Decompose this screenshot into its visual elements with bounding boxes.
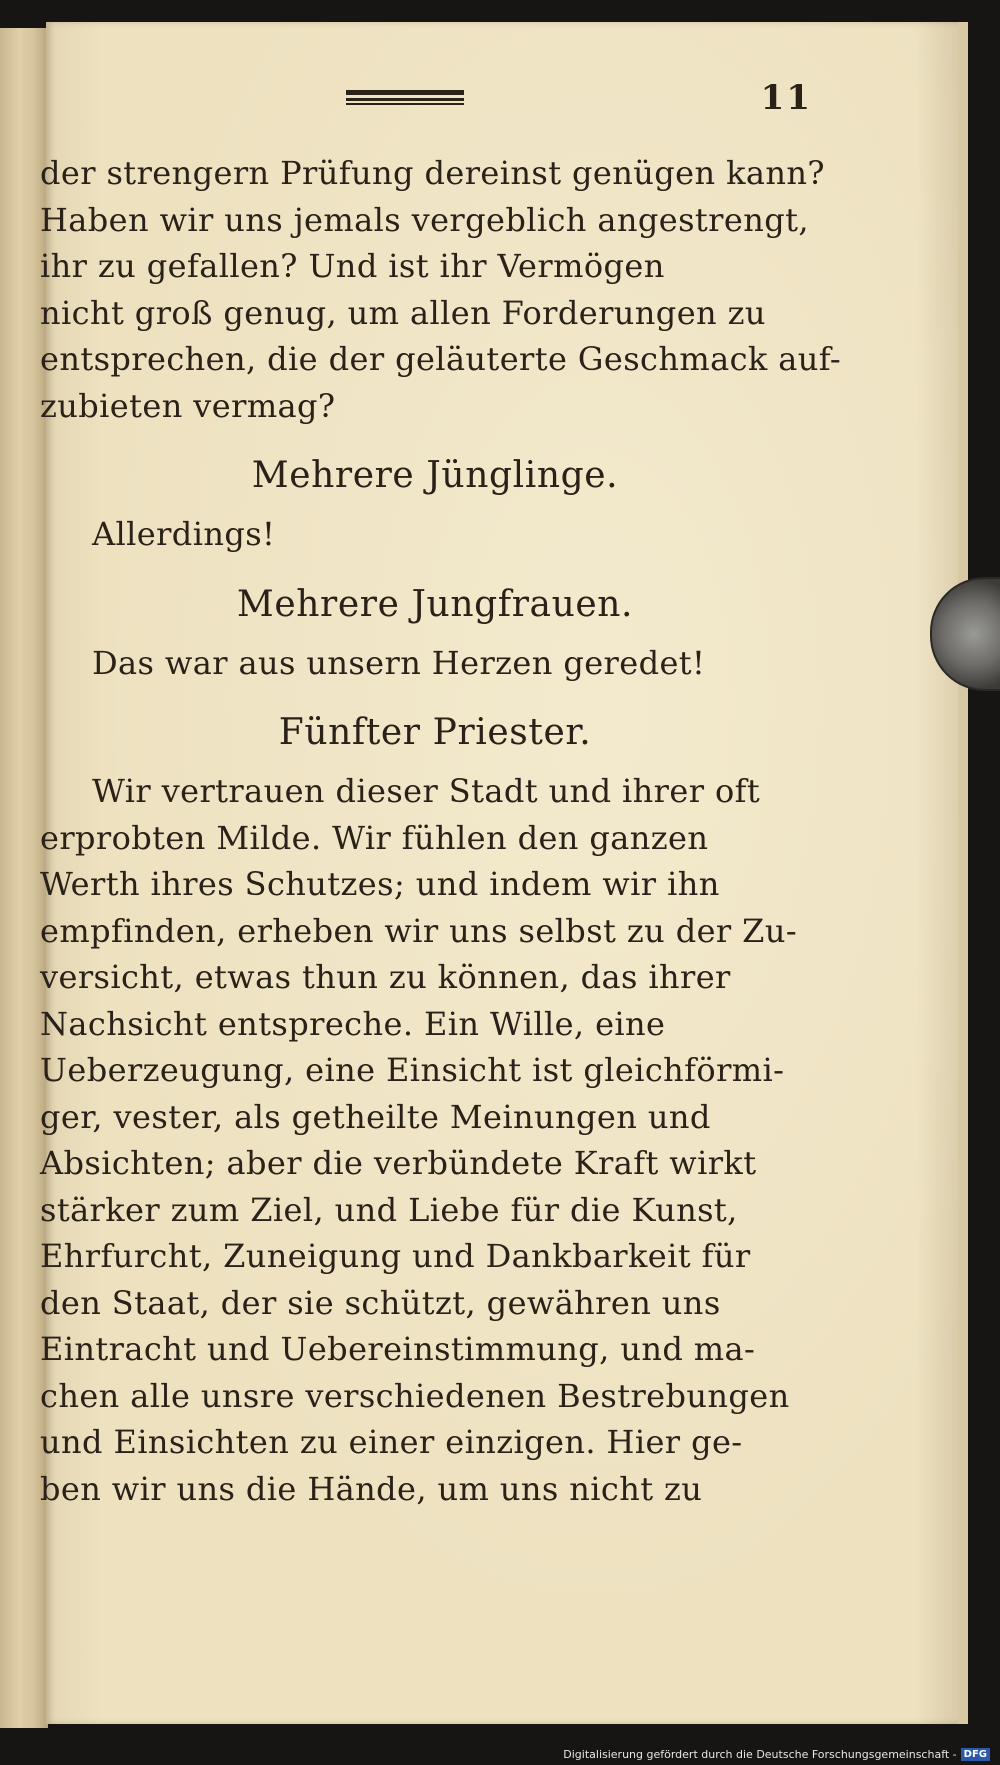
speaker-heading: Mehrere Jungfrauen. xyxy=(236,583,634,625)
text-line: Werth ihres Schutzes; und indem wir ihn xyxy=(40,865,720,903)
text-line: Absichten; aber die verbündete Kraft wirkt xyxy=(40,1144,757,1182)
text-line: ihr zu gefallen? Und ist ihr Vermögen xyxy=(40,247,665,285)
text-line: zubieten vermag? xyxy=(40,386,336,425)
text-line: und Einsichten zu einer einzigen. Hier ge- xyxy=(40,1423,743,1461)
speech-line: Das war aus unsern Herzen geredet! xyxy=(92,643,706,682)
rule-bar xyxy=(346,103,464,105)
text-line: erprobten Milde. Wir fühlen den ganzen xyxy=(40,818,709,857)
speaker-heading: Fünfter Priester. xyxy=(278,712,592,753)
text-line: entsprechen, die der geläuterte Geschmack auf- xyxy=(40,340,842,378)
credit-text: Digitalisierung gefördert durch die Deutsche Forschungsgemeinschaft - xyxy=(563,1748,957,1761)
text-line: Nachsicht entspreche. Ein Wille, eine xyxy=(40,1004,666,1043)
text-line: ger, vester, als getheilte Meinungen und xyxy=(40,1097,711,1136)
text-line: Ueberzeugung, eine Einsicht ist gleichförmi- xyxy=(40,1051,785,1089)
page-text xyxy=(40,150,842,1512)
rule-bar xyxy=(346,90,464,95)
page-edge xyxy=(958,22,968,1724)
header-ornament-rule xyxy=(346,90,464,106)
text-line: stärker zum Ziel, und Liebe für die Kunst, xyxy=(40,1190,738,1229)
text-line: Haben wir uns jemals vergeblich angestrengt, xyxy=(40,200,809,239)
text-line: der strengern Prüfung dereinst genügen kann? xyxy=(40,154,825,192)
text-line: chen alle unsre verschiedenen Bestrebungen xyxy=(40,1376,790,1415)
text-line: versicht, etwas thun zu können, das ihrer xyxy=(40,958,731,996)
speaker-heading: Mehrere Jünglinge. xyxy=(251,455,619,496)
text-line: ben wir uns die Hände, um uns nicht zu xyxy=(40,1469,703,1508)
text-line: Ehrfurcht, Zuneigung und Dankbarkeit für xyxy=(40,1237,751,1275)
text-line: den Staat, der sie schützt, gewähren uns xyxy=(40,1283,721,1322)
page-number: 11 xyxy=(760,78,812,118)
text-line: Eintracht und Uebereinstimmung, und ma- xyxy=(40,1330,756,1368)
dfg-logo: DFG xyxy=(961,1748,990,1761)
text-line: empfinden, erheben wir uns selbst zu der Zu- xyxy=(40,911,798,950)
rule-bar xyxy=(346,98,464,101)
text-line: Wir vertrauen dieser Stadt und ihrer oft xyxy=(92,772,761,810)
speech-line: Allerdings! xyxy=(92,515,276,553)
text-line: nicht groß genug, um allen Forderungen zu xyxy=(40,293,766,332)
digitization-credit xyxy=(563,1748,990,1761)
